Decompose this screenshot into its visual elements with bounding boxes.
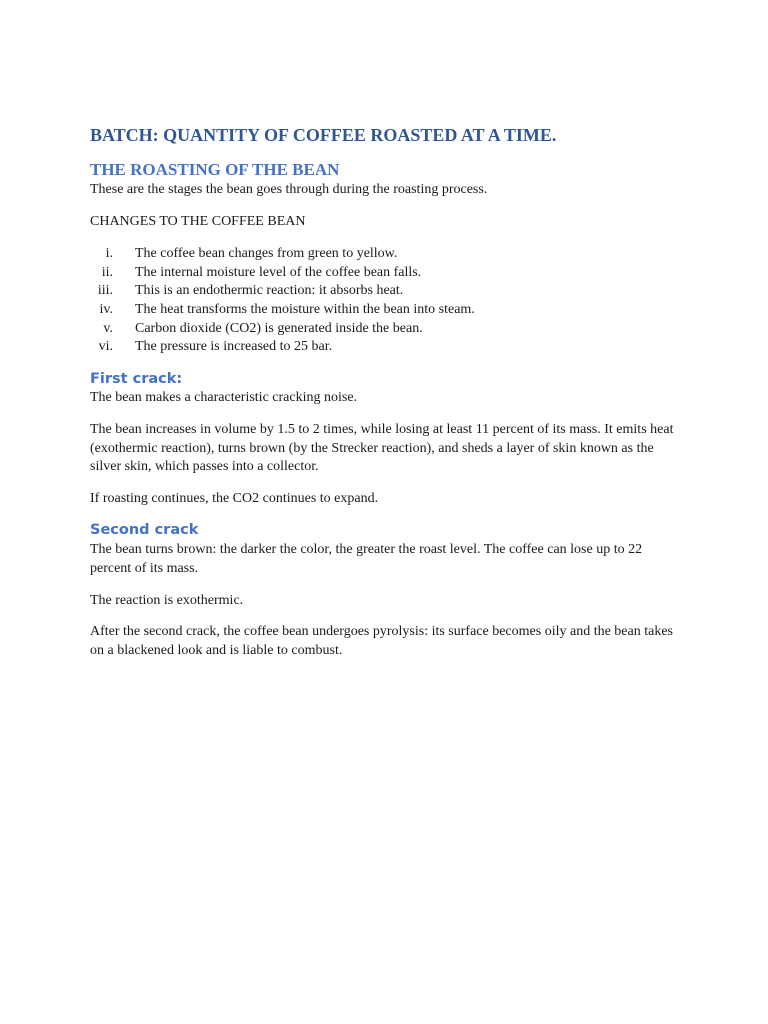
- list-item-text: The pressure is increased to 25 bar.: [135, 339, 333, 355]
- second-crack-paragraph-1: The bean turns brown: the darker the color, the greater the roast level. The coffee can lose up to 22 percent of its mass.: [90, 542, 643, 576]
- first-crack-paragraph-3: If roasting continues, the CO2 continues to expand.: [90, 491, 379, 506]
- list-item-number: vi.: [98, 339, 113, 355]
- list-item-text: This is an endothermic reaction: it absorbs heat.: [135, 283, 404, 299]
- list-item-text: Carbon dioxide (CO2) is generated inside the bean.: [135, 320, 423, 336]
- first-crack-paragraph-1: The bean makes a characteristic cracking noise.: [90, 390, 358, 405]
- section-heading-roasting: THE ROASTING OF THE BEAN: [90, 160, 340, 179]
- second-crack-paragraph-2: The reaction is exothermic.: [90, 593, 244, 608]
- roasting-intro-paragraph: These are the stages the bean goes through during the roasting process.: [90, 182, 488, 197]
- list-item-number: iii.: [97, 283, 113, 299]
- second-crack-heading: Second crack: [90, 522, 199, 538]
- document-title: BATCH: QUANTITY OF COFFEE ROASTED AT A TIME.: [90, 125, 557, 145]
- list-item-number: iv.: [99, 302, 113, 318]
- list-item-number: v.: [103, 320, 113, 336]
- document-page: [90, 0, 680, 1024]
- list-item-number: i.: [105, 246, 113, 261]
- first-crack-heading: First crack:: [90, 371, 183, 387]
- second-crack-paragraph-3: After the second crack, the coffee bean undergoes pyrolysis: its surface becomes oily and the bean takes on a blackened look and is liable to combust.: [90, 624, 673, 658]
- changes-subheading: CHANGES TO THE COFFEE BEAN: [90, 214, 306, 229]
- first-crack-paragraph-2: The bean increases in volume by 1.5 to 2 times, while losing at least 11 percent of its mass. It emits heat (exothermic reaction), turns brown (by the Strecker reaction), and sheds a layer of skin known as the silver skin, which passes into a collector.: [90, 422, 674, 475]
- list-item-text: The internal moisture level of the coffee bean falls.: [135, 264, 422, 280]
- list-item-text: The heat transforms the moisture within the bean into steam.: [135, 302, 475, 318]
- list-item-number: ii.: [101, 264, 113, 280]
- list-item-text: The coffee bean changes from green to yellow.: [135, 246, 398, 261]
